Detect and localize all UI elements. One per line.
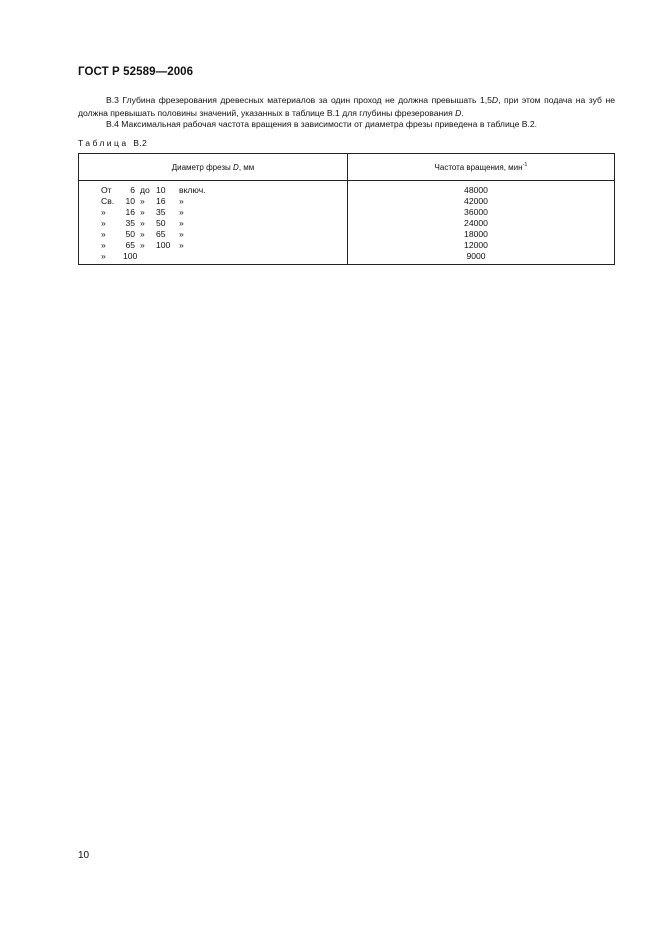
document-header: ГОСТ Р 52589—2006 (78, 66, 194, 78)
diameter-values (79, 181, 347, 264)
diameter-range-row (79, 229, 347, 240)
paragraph-b3-text-a: В.3 Глубина фрезерования древесных материалов за один проход не должна превышать 1,5 (106, 95, 492, 105)
diameter-range-row (79, 196, 347, 207)
frequency-value: 24000 (464, 218, 488, 228)
diameter-suffix: включ. (179, 185, 206, 195)
diameter-sep: » (140, 229, 145, 239)
paragraph-b3-text-b: , при этом подача на зуб не должна превышать половины значений, указанных в таблице В.1 для глубины фрезерования (78, 95, 615, 118)
diameter-to: 35 (156, 207, 166, 217)
paragraph-b3-var-d: D (491, 95, 499, 105)
header-diameter-var: D (233, 162, 239, 172)
diameter-sep: до (140, 185, 150, 195)
diameter-to: 65 (156, 229, 166, 239)
table-body-row (79, 181, 615, 265)
table-b2 (78, 153, 615, 265)
frequency-column (348, 181, 615, 265)
header-diameter (79, 154, 348, 181)
diameter-range-row (79, 240, 347, 251)
diameter-sep: » (140, 240, 145, 250)
diameter-from: 50 (125, 229, 135, 239)
diameter-to: 10 (156, 185, 166, 195)
diameter-to: 50 (156, 218, 166, 228)
diameter-from: 10 (125, 196, 135, 206)
diameter-suffix: » (179, 207, 184, 217)
diameter-column (79, 181, 348, 265)
diameter-suffix: » (179, 229, 184, 239)
diameter-range-row (79, 251, 347, 262)
frequency-value: 42000 (464, 196, 488, 206)
diameter-from: 65 (125, 240, 135, 250)
header-diameter-text-b: , мм (238, 162, 255, 172)
frequency-values (348, 181, 614, 264)
diameter-from: 6 (130, 185, 135, 195)
diameter-suffix: » (179, 240, 184, 250)
page-number: 10 (78, 850, 90, 861)
diameter-sep: » (140, 218, 145, 228)
diameter-prefix: От (101, 185, 112, 195)
header-frequency (348, 154, 615, 181)
table-caption-number: В.2 (133, 138, 148, 148)
diameter-to: 16 (156, 196, 166, 206)
table-caption (78, 138, 147, 148)
diameter-range-row (79, 218, 347, 229)
header-frequency-text: Частота вращения, мин (434, 163, 523, 172)
diameter-to: 100 (156, 240, 171, 250)
paragraph-b4-text: В.4 Максимальная рабочая частота вращения в зависимости от диаметра фрезы приведена в таблице В.2. (106, 119, 538, 129)
diameter-range-row (79, 207, 347, 218)
paragraph-b3 (78, 94, 615, 119)
header-frequency-exponent: -1 (522, 162, 528, 168)
diameter-from: 100 (123, 251, 138, 261)
diameter-sep: » (140, 196, 145, 206)
header-diameter-text-a: Диаметр фрезы (171, 162, 234, 172)
diameter-prefix: » (101, 229, 106, 239)
diameter-prefix: » (101, 218, 106, 228)
diameter-prefix: » (101, 240, 106, 250)
diameter-range-row (79, 185, 347, 196)
diameter-prefix: » (101, 251, 106, 261)
table-header-row (79, 154, 615, 181)
diameter-from: 16 (125, 207, 135, 217)
frequency-value: 12000 (464, 240, 488, 250)
diameter-prefix: » (101, 207, 106, 217)
paragraph-b4 (78, 118, 615, 131)
frequency-value: 9000 (466, 251, 486, 261)
diameter-suffix: » (179, 196, 184, 206)
table-caption-word: Таблица (78, 138, 129, 148)
frequency-value: 36000 (464, 207, 488, 217)
paragraph-b3-text-c: . (461, 107, 464, 118)
frequency-value: 48000 (464, 185, 488, 195)
frequency-value: 18000 (464, 229, 488, 239)
diameter-sep: » (140, 207, 145, 217)
diameter-prefix: Св. (101, 196, 115, 206)
diameter-from: 35 (125, 218, 135, 228)
paragraph-b3-var-d2: D (455, 107, 462, 118)
diameter-suffix: » (179, 218, 184, 228)
